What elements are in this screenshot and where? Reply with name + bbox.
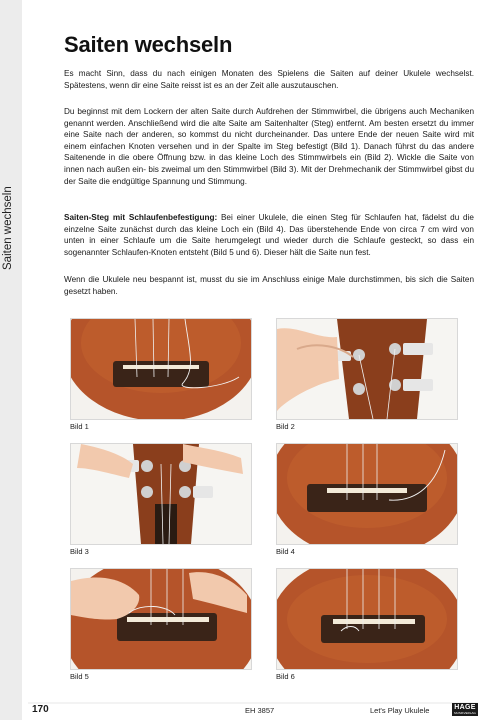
caption-bild-5: Bild 5 — [70, 672, 89, 681]
paragraph-steps: Du beginnst mit dem Lockern der alten Saite durch Aufdrehen der Stimmwirbel, die übrigens auch Mechaniken genannt werden. Anschließend wird die alte Saite am Saitenhalter (Steg) entfernt. Am besten ersetzt du immer eine Saite nach der anderen, so kommst du nicht durcheinander. Das untere Ende der neuen Saite wird mit einem einfachen Knoten versehen und in der Spalte im Steg befestigt (Bild 1). Danach führst du das andere Saitenende in die obere Öffnung bzw. in das kleine Loch des Stimmwirbels ein (Bild 2). Wickle die Saite von innen nach außen ein- bis zweimal um den Stimmwirbel (Bild 3). Mit der Drehmechanik der Stimmwirbel gibst du der Saite die endgültige Spannung und Stimmung. — [64, 107, 474, 186]
caption-bild-2: Bild 2 — [276, 422, 295, 431]
side-tab — [0, 0, 22, 720]
caption-bild-4: Bild 4 — [276, 547, 295, 556]
caption-bild-3: Bild 3 — [70, 547, 89, 556]
photo-bild-4 — [276, 443, 458, 545]
photo-bild-6 — [276, 568, 458, 670]
page-title: Saiten wechseln — [64, 32, 233, 57]
photo-bild-2 — [276, 318, 458, 420]
footer-rule — [0, 702, 480, 704]
caption-bild-1: Bild 1 — [70, 422, 89, 431]
loop-bridge-text: Bei einer Ukulele, die einen Steg für Schlaufen hat, fädelst du die einzelne Saite zunächst durch das kleine Loch ein (Bild 4). Das überstehende Ende von circa 7 cm wird von unten in einer Schlaufe um die Saite herumgelegt und wieder durch die Schlaufe gesteckt, so dass ein sogenannter Schlaufen-Knoten entsteht (Bild 5 und 6). Dieser hält die Saite nun fest. — [64, 213, 474, 257]
photo-bild-5 — [70, 568, 252, 670]
publisher-logo-sub: MUSIKVERLAG — [454, 711, 476, 715]
photo-bild-3 — [70, 443, 252, 545]
page-number: 170 — [32, 704, 49, 715]
photo-bild-1 — [70, 318, 252, 420]
series-title: Let's Play Ukulele — [370, 706, 430, 715]
paragraph-loop-bridge — [64, 212, 474, 258]
edition-code: EH 3857 — [245, 706, 275, 715]
paragraph-intro: Es macht Sinn, dass du nach einigen Monaten des Spielens die Saiten auf deiner Ukulele wechselst. Spätestens, wenn dir eine Saite reisst ist es an der Zeit alle auszutauschen. — [64, 69, 474, 90]
caption-bild-6: Bild 6 — [276, 672, 295, 681]
paragraph-tuning: Wenn die Ukulele neu bespannt ist, musst du sie im Anschluss einige Male durchstimmen, bis sich die Saiten gesetzt haben. — [64, 275, 474, 296]
publisher-logo — [452, 703, 478, 716]
publisher-logo-text: HAGE — [454, 704, 476, 711]
side-tab-label: Saiten wechseln — [2, 186, 14, 270]
loop-bridge-heading: Saiten-Steg mit Schlaufenbefestigung: — [64, 213, 218, 222]
